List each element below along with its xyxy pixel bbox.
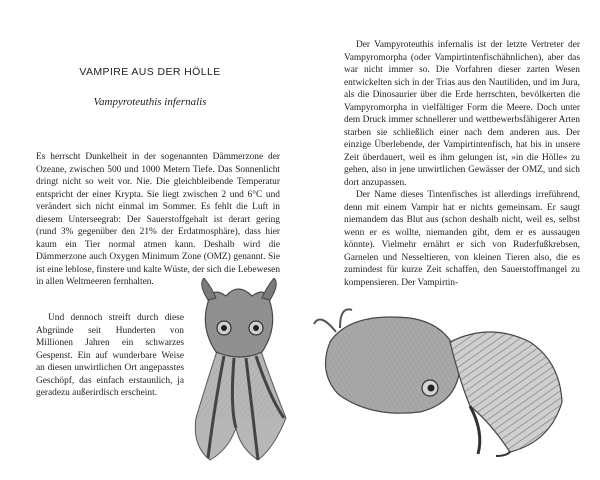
left-paragraph-1 (36, 151, 280, 289)
vampire-squid-front-drawing (178, 278, 300, 470)
right-page (300, 0, 600, 480)
right-text-column (344, 39, 580, 289)
left-paragraph-2 (36, 312, 184, 400)
vampire-squid-side-illustration (310, 302, 570, 458)
chapter-title: VAMPIRE AUS DER HÖLLE (79, 66, 221, 78)
right-paragraph-1-text: Der Vampyroteuthis infernalis ist der letzte Vertreter der Vampyromorpha (oder Vampirtintenfischähnlichen), aber das war nicht immer so. Die Vorfahren dieser zarten Wesen entwickelten sich in der Trias aus den Nautiliden, und im Jura, als die Dinosaurier über die Erde herrschten, bevölkerten die Vampyromorpha in vielfältiger Form die Meere. Doch unter dem Druck immer schnellerer und wettbewerbsfähigerer Arten starben sie schließlich einer nach dem anderen aus. Der einzige Überlebende, der Vampirtintenfisch, hat bis in unsere Zeit überdauert, weil es ihm gelungen ist, »in die Hölle« zu gehen, also in jene unwirtlichen Gewässer der OMZ, und sich dort anzupassen. (344, 40, 580, 188)
right-paragraph-2-text: Der Name dieses Tintenfisches ist allerdings irreführend, denn mit einem Vampir hat er nichts gemeinsam. Er saugt niemandem das Blut aus (schon deshalb nicht, weil es, selbst wenn er es wollte, niemanden gibt, dem er es aussaugen könnte). Vielmehr ernährt er sich von Ruderfußkrebsen, Garnelen und Nesseltieren, von kleinen Tieren also, die es zumindest für kurze Zeit schaffen, den Sauerstoffmangel zu kompensieren. Der Vampirtin- (344, 190, 580, 288)
left-paragraph-1-text: Es herrscht Dunkelheit in der sogenannten Dämmerzone der Ozeane, zwischen 500 und 1000 Metern Tiefe. Das Sonnenlicht dringt nicht so weit vor. Nie. Die gleichbleibende Temperatur entspricht der einer Krypta. Sie liegt zwischen 2 und 6°C und verändert sich nicht einmal im Sommer. Es fehlt die Luft in diesem Unterseegrab: Der Sauerstoffgehalt ist derart gering (rund 3% gegenüber den 21% der Erdatmosphäre), dass hier kaum ein Tier normal atmen kann. Deshalb wird die Dämmerzone auch Oxygen Minimum Zone (OMZ) genannt. Sie ist eine leblose, finstere und kalte Wüste, der sich die Lebewesen in allen Weltmeeren fernhalten. (36, 152, 281, 287)
chapter-subtitle: Vampyroteuthis infernalis (93, 96, 207, 108)
vampire-squid-side-drawing (310, 302, 570, 458)
vampire-squid-front-illustration (178, 278, 300, 470)
left-paragraph-2-text: Und dennoch streift durch diese Abgründe seit Hunderten von Millionen Jahren ein schwarzes Gespenst. Ein auf wunderbare Weise an diesen unwirtlichen Ort angepasstes Geschöpf, das einfach erstaunlich, ja geradezu außerirdisch erscheint. (36, 313, 184, 398)
